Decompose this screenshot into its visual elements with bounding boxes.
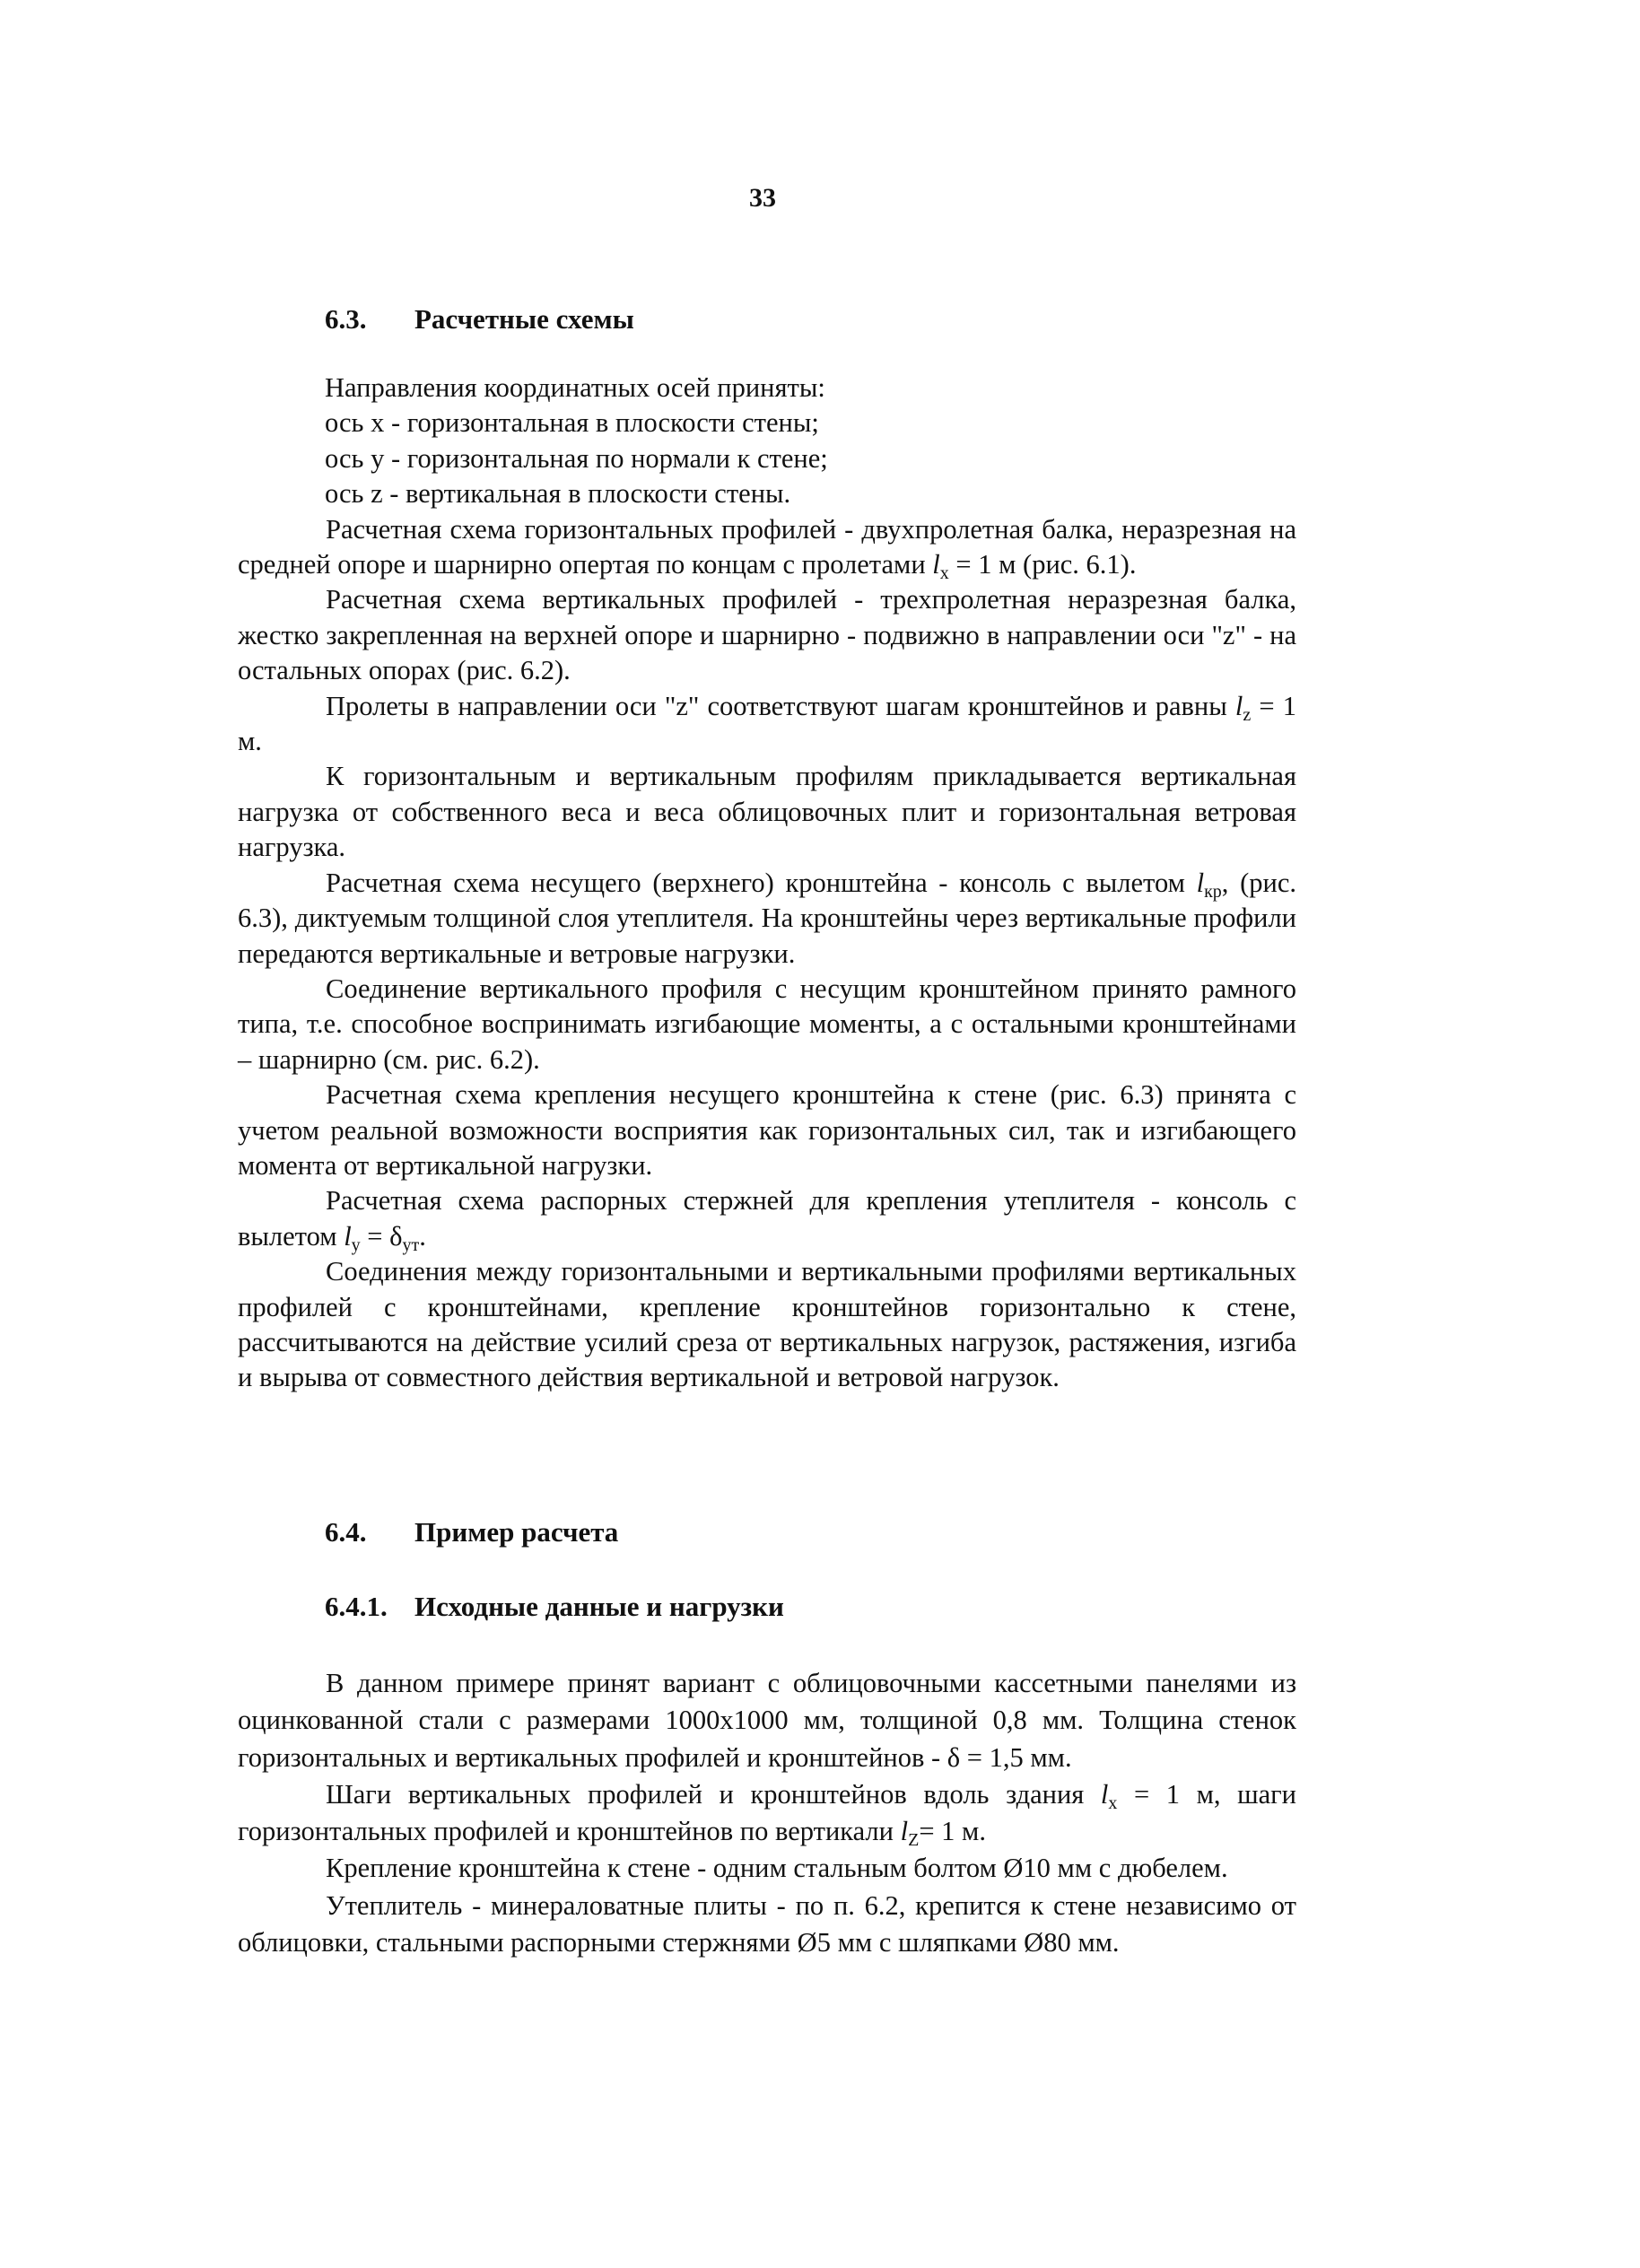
page-number: 33 bbox=[749, 183, 776, 213]
paragraph: Расчетная схема вертикальных профилей - трехпролетная неразрезная балка, жестко закрепленная на верхней опоре и шарнирно - подвижно в направлении оси "z" - на остальных опорах (рис. 6.2). bbox=[238, 584, 1296, 686]
paragraph: В данном примере принят вариант с облицовочными кассетными панелями из оцинкованной стали с размерами 1000x1000 мм, толщиной 0,8 мм. Толщина стенок горизонтальных и вертикальных профилей и кронштейнов - δ = 1,5 мм. bbox=[238, 1668, 1296, 1773]
paragraph: Пролеты в направлении оси "z" соответствуют шагам кронштейнов и равны $l_z = 1$ м. bbox=[238, 690, 1296, 757]
paragraph: Расчетная схема крепления несущего кронштейна к стене (рис. 6.3) принята с учетом реальной возможности восприятия как горизонтальных сил, так и изгибающего момента от вертикальной нагрузки. bbox=[238, 1079, 1296, 1181]
section-title: Пример расчета bbox=[414, 1516, 619, 1548]
paragraph: ось y - горизонтальная по нормали к стене; bbox=[325, 442, 828, 474]
section-heading-6-3 bbox=[325, 303, 634, 336]
paragraph: Расчетная схема горизонтальных профилей - двухпролетная балка, неразрезная на средней опоре и шарнирно опертая по концам с пролетами $l_x = 1$ м (рис. 6.1). bbox=[238, 513, 1296, 584]
paragraph: ось z - вертикальная в плоскости стены. bbox=[325, 478, 791, 510]
paragraph: ось x - горизонтальная в плоскости стены; bbox=[325, 407, 819, 439]
section-number: 6.4.1. bbox=[325, 1591, 388, 1622]
paragraph: Утеплитель - минераловатные плиты - по п. 6.2, крепится к стене независимо от облицовки, стальными распорными стержнями Ø5 мм с шляпками Ø80 мм. bbox=[238, 1889, 1296, 1958]
paragraph: Соединение вертикального профиля с несущим кронштейном принято рамного типа, т.е. способное воспринимать изгибающие моменты, а с остальными кронштейнами – шарнирно (см. рис. 6.2). bbox=[238, 973, 1296, 1075]
section-title: Исходные данные и нагрузки bbox=[414, 1591, 784, 1622]
section-heading-6-4-1 bbox=[325, 1591, 784, 1623]
section-heading-6-4 bbox=[325, 1516, 618, 1548]
paragraph: Направления координатных осей приняты: bbox=[325, 372, 825, 403]
section-6-4-1-body bbox=[238, 1665, 1296, 1961]
paragraph: Соединения между горизонтальными и вертикальными профилями вертикальных профилей с кронштейнами, крепление кронштейнов горизонтально к стене, рассчитываются на действие усилий среза от вертикальных нагрузок, растяжения, изгиба и вырыва от совместного действия вертикальной и ветровой нагрузок. bbox=[238, 1256, 1296, 1393]
paragraph: Расчетная схема распорных стержней для крепления утеплителя - консоль с вылетом $l_y = \delta_{ут}$. bbox=[238, 1185, 1296, 1255]
section-number: 6.3. bbox=[325, 303, 367, 335]
paragraph: Расчетная схема несущего (верхнего) кронштейна - консоль с вылетом $l_{кр}$, (рис. 6.3), диктуемым толщиной слоя утеплителя. На кронштейны через вертикальные профили передаются вертикальные и ветровые нагрузки. bbox=[238, 867, 1296, 969]
paragraph: Шаги вертикальных профилей и кронштейнов вдоль здания $l_x = 1$ м, шаги горизонтальных профилей и кронштейнов по вертикали $l_Z= 1$ м. bbox=[238, 1778, 1296, 1851]
section-6-3-body bbox=[238, 371, 1296, 1396]
section-number: 6.4. bbox=[325, 1516, 367, 1548]
paragraph: К горизонтальным и вертикальным профилям прикладывается вертикальная нагрузка от собственного веса и веса облицовочных плит и горизонтальная ветровая нагрузка. bbox=[238, 761, 1296, 863]
section-title: Расчетные схемы bbox=[414, 303, 634, 335]
paragraph: Крепление кронштейна к стене - одним стальным болтом Ø10 мм с дюбелем. bbox=[326, 1853, 1228, 1884]
